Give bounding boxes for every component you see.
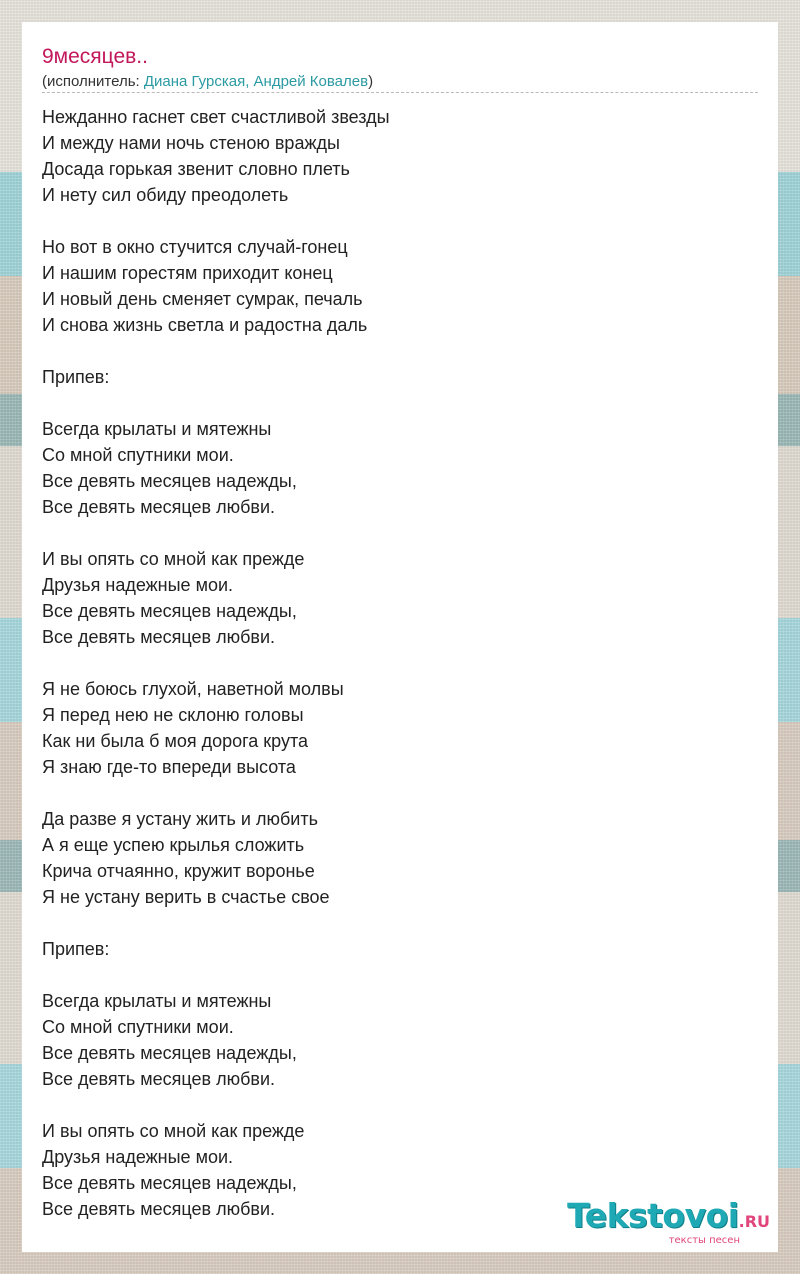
- lyric-line: Да разве я устану жить и любить: [42, 809, 318, 829]
- title-divider: [42, 92, 758, 93]
- lyric-line: Друзья надежные мои.: [42, 575, 234, 595]
- lyric-line: Я знаю где-то впереди высота: [42, 757, 296, 777]
- stanza-gap: [42, 520, 758, 546]
- lyric-line: Все девять месяцев надежды,: [42, 471, 297, 491]
- stanza-gap: [42, 962, 758, 988]
- lyric-line: Крича отчаянно, кружит воронье: [42, 861, 315, 881]
- lyric-line: Я не боюсь глухой, наветной молвы: [42, 679, 344, 699]
- lyric-line: Досада горькая звенит словно плеть: [42, 159, 350, 179]
- site-logo[interactable]: [567, 1198, 770, 1246]
- stanza-gap: [42, 390, 758, 416]
- lyric-line: Со мной спутники мои.: [42, 445, 234, 465]
- logo-tld: .RU: [738, 1212, 770, 1231]
- logo-tagline: тексты песен: [668, 1235, 740, 1246]
- stanza-gap: [42, 650, 758, 676]
- stanza-gap: [42, 1092, 758, 1118]
- performer-prefix: (исполнитель:: [42, 73, 144, 90]
- lyric-line: Все девять месяцев любви.: [42, 1069, 276, 1089]
- lyric-line: Все девять месяцев надежды,: [42, 601, 297, 621]
- lyric-line: Нежданно гаснет свет счастливой звезды: [42, 107, 390, 127]
- lyric-line: И вы опять со мной как прежде: [42, 1121, 305, 1141]
- lyric-line: Друзья надежные мои.: [42, 1147, 234, 1167]
- lyric-line: И нету сил обиду преодолеть: [42, 185, 289, 205]
- lyric-line: Припев:: [42, 367, 110, 387]
- lyric-line: Все девять месяцев любви.: [42, 627, 276, 647]
- lyric-line: А я еще успею крылья сложить: [42, 835, 305, 855]
- performer-line: [42, 72, 373, 92]
- lyric-line: Я не устану верить в счастье свое: [42, 887, 330, 907]
- lyric-line: Как ни была б моя дорога крута: [42, 731, 309, 751]
- stanza-gap: [42, 780, 758, 806]
- stanza-gap: [42, 208, 758, 234]
- lyric-line: И нашим горестям приходит конец: [42, 263, 333, 283]
- lyric-line: Все девять месяцев надежды,: [42, 1043, 297, 1063]
- lyric-line: Все девять месяцев любви.: [42, 497, 276, 517]
- lyric-line: Все девять месяцев надежды,: [42, 1173, 297, 1193]
- artist-link[interactable]: Диана Гурская, Андрей Ковалев: [143, 73, 369, 90]
- lyric-line: И новый день сменяет сумрак, печаль: [42, 289, 363, 309]
- lyrics-text: [42, 104, 758, 1222]
- lyric-line: Я перед нею не склоню головы: [42, 705, 304, 725]
- logo-name: Tekstovoi: [567, 1196, 739, 1235]
- lyrics-card: [22, 22, 778, 1252]
- song-title: 9месяцев..: [42, 45, 148, 68]
- stanza-gap: [42, 910, 758, 936]
- lyric-line: И между нами ночь стеною вражды: [42, 133, 340, 153]
- lyric-line: Но вот в окно стучится случай-гонец: [42, 237, 348, 257]
- lyric-line: Всегда крылаты и мятежны: [42, 991, 272, 1011]
- lyric-line: Со мной спутники мои.: [42, 1017, 234, 1037]
- performer-suffix: ): [368, 73, 374, 90]
- lyric-line: И снова жизнь светла и радостна даль: [42, 315, 368, 335]
- logo-wordmark: [567, 1198, 770, 1240]
- lyric-line: Припев:: [42, 939, 110, 959]
- lyric-line: И вы опять со мной как прежде: [42, 549, 305, 569]
- lyric-line: Всегда крылаты и мятежны: [42, 419, 272, 439]
- lyric-line: Все девять месяцев любви.: [42, 1199, 276, 1219]
- stanza-gap: [42, 338, 758, 364]
